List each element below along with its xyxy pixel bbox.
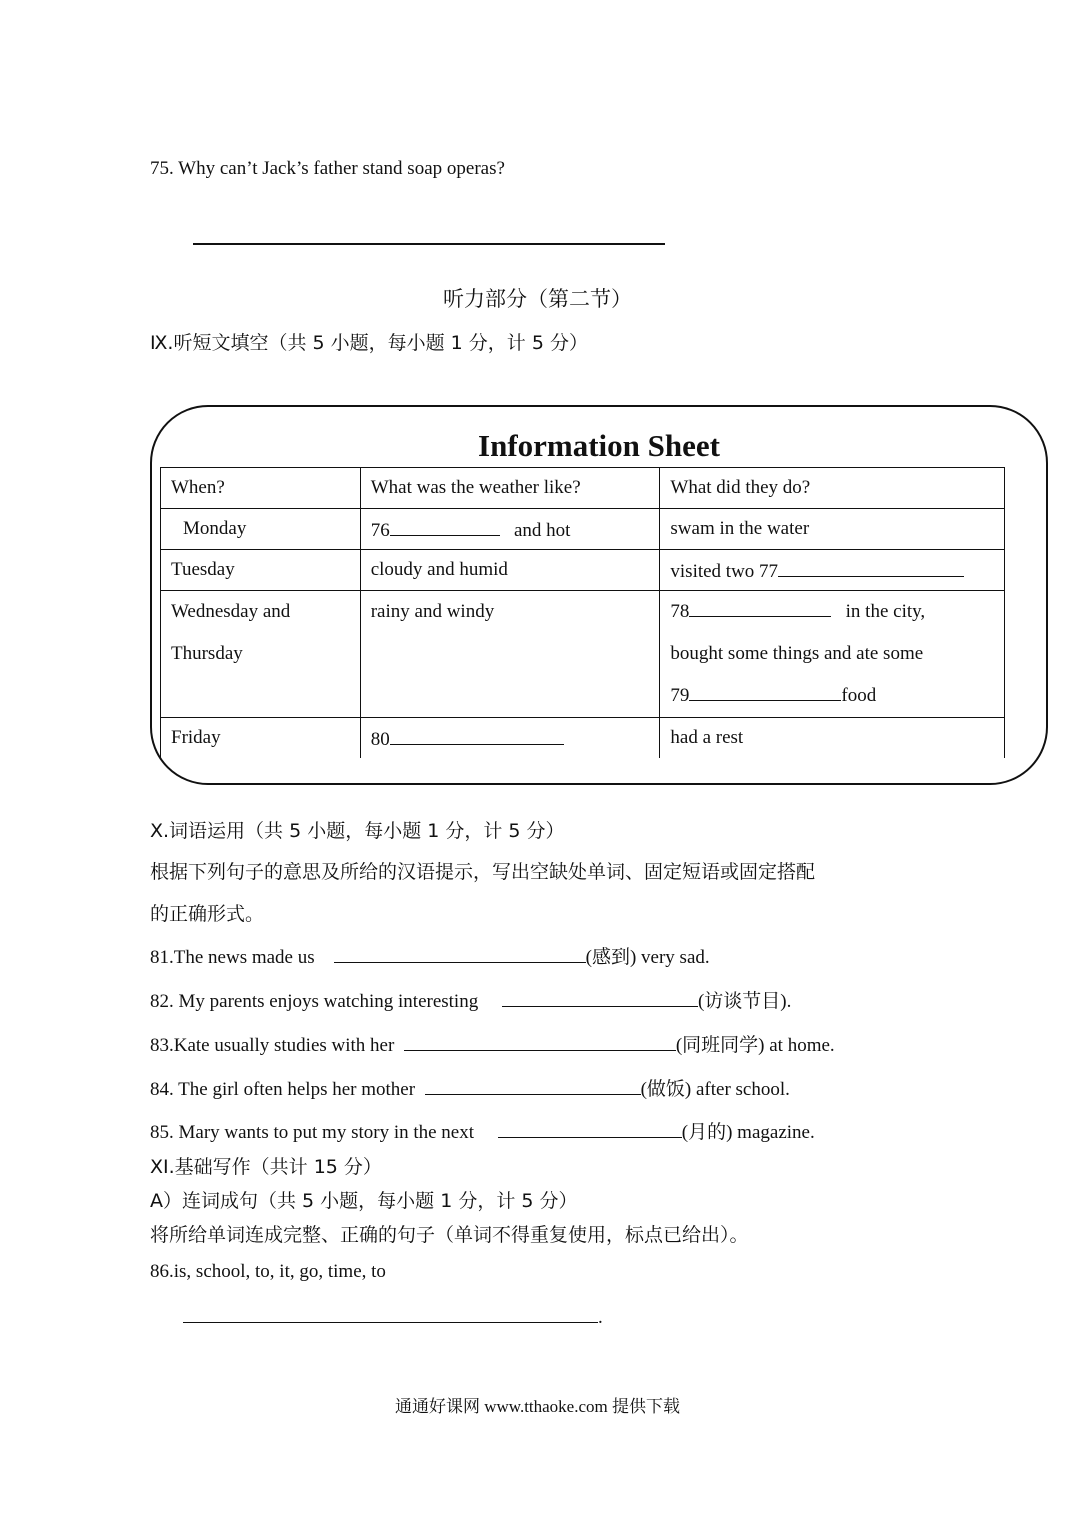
question-84: 84. The girl often helps her mother (做饭) after school. bbox=[150, 1074, 790, 1101]
cell-when: Wednesday and Thursday bbox=[161, 591, 361, 718]
cell-when: Friday bbox=[161, 718, 361, 759]
blank-80[interactable] bbox=[390, 726, 564, 745]
cell-when: Tuesday bbox=[161, 550, 361, 591]
table-row bbox=[161, 509, 1005, 550]
cell-when: Monday bbox=[161, 509, 361, 550]
blank-79[interactable] bbox=[689, 682, 841, 701]
cell-did: swam in the water bbox=[660, 509, 1005, 550]
header-weather: What was the weather like? bbox=[360, 468, 660, 509]
blank-82[interactable] bbox=[502, 988, 698, 1007]
cell-weather: cloudy and humid bbox=[360, 550, 660, 591]
question-83: 83.Kate usually studies with her (同班同学) at home. bbox=[150, 1030, 835, 1057]
blank-78[interactable] bbox=[689, 598, 831, 617]
table-header-row bbox=[161, 468, 1005, 509]
header-when: When? bbox=[161, 468, 361, 509]
cell-weather: rainy and windy bbox=[360, 591, 660, 718]
question-75: 75. Why can’t Jack’s father stand soap operas? bbox=[150, 158, 505, 179]
info-sheet-table bbox=[160, 467, 1005, 758]
cell-did: had a rest bbox=[660, 718, 1005, 759]
page-footer: 通通好课网 www.tthaoke.com 提供下载 bbox=[394, 1397, 681, 1416]
question-81: 81.The news made us (感到) very sad. bbox=[150, 942, 710, 969]
part11-heading: XI.基础写作（共计 15 分） bbox=[150, 1156, 382, 1178]
table-row bbox=[161, 718, 1005, 759]
part10-heading: Ⅹ.词语运用（共 5 小题，每小题 1 分，计 5 分） bbox=[150, 820, 565, 842]
part11-instruction: 将所给单词连成完整、正确的句子（单词不得重复使用，标点已给出）。 bbox=[150, 1224, 749, 1246]
part11-sub-a: A）连词成句（共 5 小题，每小题 1 分，计 5 分） bbox=[150, 1190, 578, 1212]
cell-weather: 76 and hot bbox=[360, 509, 660, 550]
answer-line-86[interactable] bbox=[183, 1304, 598, 1323]
table-row bbox=[161, 550, 1005, 591]
cell-weather: 80 bbox=[360, 718, 660, 759]
blank-83[interactable] bbox=[404, 1032, 676, 1051]
info-sheet-title: Information Sheet bbox=[478, 428, 720, 463]
question-82: 82. My parents enjoys watching interesting (访谈节目). bbox=[150, 986, 791, 1013]
blank-81[interactable] bbox=[334, 944, 586, 963]
answer-86: . bbox=[183, 1304, 603, 1329]
part10-instruction-line1: 根据下列句子的意思及所给的汉语提示，写出空缺处单词、固定短语或固定搭配 bbox=[150, 861, 816, 883]
cell-did: visited two 77 bbox=[660, 550, 1005, 591]
cell-did: 78 in the city, bought some things and ate some 79 food bbox=[660, 591, 1005, 718]
question-85: 85. Mary wants to put my story in the next (月的) magazine. bbox=[150, 1117, 815, 1144]
part10-instruction-line2: 的正确形式。 bbox=[150, 903, 265, 925]
header-did: What did they do? bbox=[660, 468, 1005, 509]
answer-line-75 bbox=[193, 243, 665, 245]
part9-heading: Ⅸ.听短文填空（共 5 小题，每小题 1 分，计 5 分） bbox=[150, 332, 588, 354]
blank-84[interactable] bbox=[425, 1076, 641, 1095]
table-row bbox=[161, 591, 1005, 718]
section-title: 听力部分（第二节） bbox=[443, 287, 632, 311]
blank-76[interactable] bbox=[390, 517, 500, 536]
question-86: 86.is, school, to, it, go, time, to bbox=[150, 1261, 386, 1282]
blank-77[interactable] bbox=[778, 558, 964, 577]
blank-85[interactable] bbox=[498, 1119, 682, 1138]
